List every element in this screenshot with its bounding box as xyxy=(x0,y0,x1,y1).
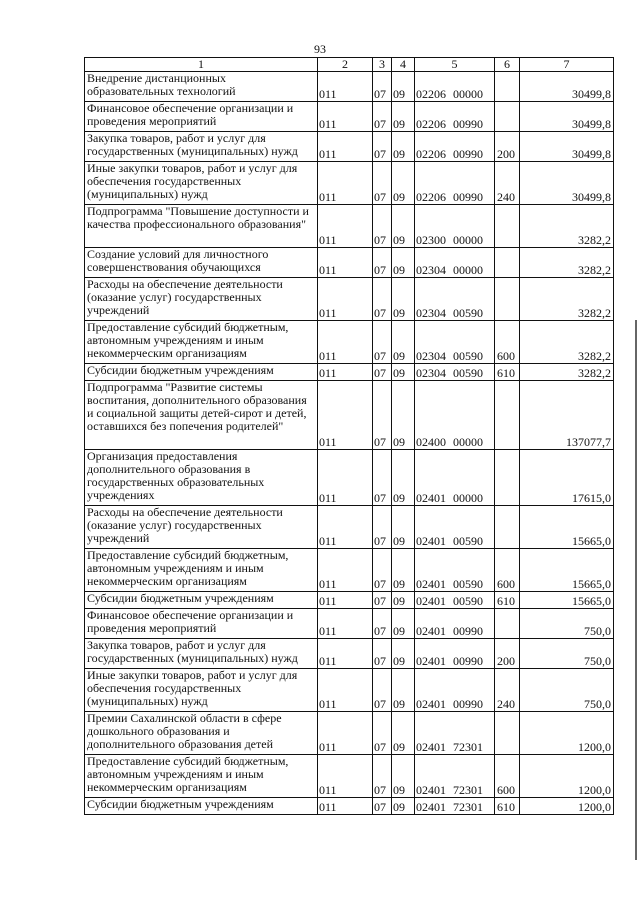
section-code: 07 xyxy=(373,639,392,669)
ministry-code: 011 xyxy=(318,549,373,592)
subsection-code: 09 xyxy=(392,364,415,381)
amount-value: 30499,8 xyxy=(520,132,614,162)
direction-code: 00000 xyxy=(453,233,483,247)
expense-type-code xyxy=(495,248,520,278)
row-name: Подпрограмма "Развитие системы воспитания, дополнительного образования и социальной защиты детей-сирот и детей, оставшихся без попечения родителей" xyxy=(85,381,318,450)
program-code: 02206 xyxy=(416,87,446,101)
subsection-code: 09 xyxy=(392,639,415,669)
subsection-code: 09 xyxy=(392,205,415,248)
table-row xyxy=(85,755,614,798)
page-number: 93 xyxy=(314,42,326,56)
target-article-code xyxy=(415,506,495,549)
subsection-code: 09 xyxy=(392,72,415,102)
program-code: 02401 xyxy=(416,654,446,668)
amount-value: 3282,2 xyxy=(520,364,614,381)
table-row xyxy=(85,506,614,549)
row-name: Расходы на обеспечение деятельности (оказание услуг) государственных учреждений xyxy=(85,278,318,321)
section-code: 07 xyxy=(373,506,392,549)
ministry-code: 011 xyxy=(318,506,373,549)
table-row xyxy=(85,72,614,102)
direction-code: 72301 xyxy=(453,740,483,754)
row-name: Предоставление субсидий бюджетным, автономным учреждениям и иным некоммерческим организациям xyxy=(85,549,318,592)
row-name: Иные закупки товаров, работ и услуг для обеспечения государственных (муниципальных) нужд xyxy=(85,162,318,205)
ministry-code: 011 xyxy=(318,755,373,798)
direction-code: 00990 xyxy=(453,697,483,711)
amount-value: 3282,2 xyxy=(520,321,614,364)
row-name: Субсидии бюджетным учреждениям xyxy=(85,592,318,609)
direction-code: 00990 xyxy=(453,190,483,204)
ministry-code: 011 xyxy=(318,712,373,755)
direction-code: 00590 xyxy=(453,366,483,380)
expense-type-code: 600 xyxy=(495,549,520,592)
expense-type-code: 200 xyxy=(495,132,520,162)
table-row xyxy=(85,609,614,639)
direction-code: 00000 xyxy=(453,87,483,101)
direction-code: 72301 xyxy=(453,783,483,797)
table-row xyxy=(85,381,614,450)
ministry-code: 011 xyxy=(318,248,373,278)
program-code: 02401 xyxy=(416,624,446,638)
program-code: 02401 xyxy=(416,577,446,591)
ministry-code: 011 xyxy=(318,639,373,669)
section-code: 07 xyxy=(373,549,392,592)
ministry-code: 011 xyxy=(318,364,373,381)
program-code: 02401 xyxy=(416,594,446,608)
direction-code: 00590 xyxy=(453,349,483,363)
program-code: 02300 xyxy=(416,233,446,247)
ministry-code: 011 xyxy=(318,321,373,364)
row-name: Закупка товаров, работ и услуг для государственных (муниципальных) нужд xyxy=(85,132,318,162)
subsection-code: 09 xyxy=(392,132,415,162)
row-name: Закупка товаров, работ и услуг для государственных (муниципальных) нужд xyxy=(85,639,318,669)
subsection-code: 09 xyxy=(392,102,415,132)
amount-value: 137077,7 xyxy=(520,381,614,450)
ministry-code: 011 xyxy=(318,162,373,205)
program-code: 02401 xyxy=(416,800,446,814)
expense-type-code xyxy=(495,381,520,450)
target-article-code xyxy=(415,755,495,798)
expense-type-code xyxy=(495,450,520,506)
direction-code: 00000 xyxy=(453,435,483,449)
target-article-code xyxy=(415,798,495,815)
row-name: Подпрограмма "Повышение доступности и качества профессионального образования" xyxy=(85,205,318,248)
section-code: 07 xyxy=(373,205,392,248)
row-name: Субсидии бюджетным учреждениям xyxy=(85,798,318,815)
target-article-code xyxy=(415,72,495,102)
subsection-code: 09 xyxy=(392,755,415,798)
ministry-code: 011 xyxy=(318,102,373,132)
table-row xyxy=(85,205,614,248)
target-article-code xyxy=(415,162,495,205)
subsection-code: 09 xyxy=(392,609,415,639)
ministry-code: 011 xyxy=(318,798,373,815)
direction-code: 00590 xyxy=(453,534,483,548)
program-code: 02400 xyxy=(416,435,446,449)
program-code: 02401 xyxy=(416,491,446,505)
expense-type-code xyxy=(495,506,520,549)
header-row xyxy=(85,58,614,72)
budget-table xyxy=(84,57,614,815)
amount-value: 15665,0 xyxy=(520,506,614,549)
table-row xyxy=(85,450,614,506)
target-article-code xyxy=(415,609,495,639)
program-code: 02304 xyxy=(416,366,446,380)
table-row xyxy=(85,248,614,278)
section-code: 07 xyxy=(373,798,392,815)
target-article-code xyxy=(415,381,495,450)
expense-type-code: 610 xyxy=(495,364,520,381)
amount-value: 1200,0 xyxy=(520,798,614,815)
expense-type-code: 610 xyxy=(495,798,520,815)
table-row xyxy=(85,549,614,592)
amount-value: 30499,8 xyxy=(520,102,614,132)
row-name: Предоставление субсидий бюджетным, автономным учреждениям и иным некоммерческим организациям xyxy=(85,321,318,364)
row-name: Расходы на обеспечение деятельности (оказание услуг) государственных учреждений xyxy=(85,506,318,549)
expense-type-code: 600 xyxy=(495,321,520,364)
section-code: 07 xyxy=(373,278,392,321)
section-code: 07 xyxy=(373,364,392,381)
table-row xyxy=(85,364,614,381)
ministry-code: 011 xyxy=(318,205,373,248)
direction-code: 00590 xyxy=(453,577,483,591)
subsection-code: 09 xyxy=(392,248,415,278)
expense-type-code: 610 xyxy=(495,592,520,609)
ministry-code: 011 xyxy=(318,592,373,609)
direction-code: 00990 xyxy=(453,624,483,638)
table-row xyxy=(85,712,614,755)
section-code: 07 xyxy=(373,132,392,162)
amount-value: 750,0 xyxy=(520,639,614,669)
ministry-code: 011 xyxy=(318,72,373,102)
table-row xyxy=(85,669,614,712)
expense-type-code: 600 xyxy=(495,755,520,798)
row-name: Финансовое обеспечение организации и проведения мероприятий xyxy=(85,609,318,639)
program-code: 02401 xyxy=(416,783,446,797)
table-row xyxy=(85,132,614,162)
direction-code: 00000 xyxy=(453,263,483,277)
amount-value: 1200,0 xyxy=(520,712,614,755)
target-article-code xyxy=(415,102,495,132)
ministry-code: 011 xyxy=(318,381,373,450)
scan-edge-line xyxy=(635,320,637,860)
row-name: Премии Сахалинской области в сфере дошкольного образования и дополнительного образования детей xyxy=(85,712,318,755)
ministry-code: 011 xyxy=(318,450,373,506)
table-row xyxy=(85,321,614,364)
program-code: 02206 xyxy=(416,190,446,204)
row-name: Финансовое обеспечение организации и проведения мероприятий xyxy=(85,102,318,132)
amount-value: 1200,0 xyxy=(520,755,614,798)
expense-type-code xyxy=(495,712,520,755)
table-row xyxy=(85,102,614,132)
amount-value: 17615,0 xyxy=(520,450,614,506)
direction-code: 00990 xyxy=(453,147,483,161)
ministry-code: 011 xyxy=(318,278,373,321)
subsection-code: 09 xyxy=(392,669,415,712)
header-cell-7: 7 xyxy=(520,58,614,72)
section-code: 07 xyxy=(373,102,392,132)
expense-type-code xyxy=(495,205,520,248)
expense-type-code: 240 xyxy=(495,162,520,205)
section-code: 07 xyxy=(373,609,392,639)
expense-type-code xyxy=(495,278,520,321)
section-code: 07 xyxy=(373,712,392,755)
target-article-code xyxy=(415,549,495,592)
row-name: Субсидии бюджетным учреждениям xyxy=(85,364,318,381)
amount-value: 30499,8 xyxy=(520,72,614,102)
ministry-code: 011 xyxy=(318,669,373,712)
subsection-code: 09 xyxy=(392,712,415,755)
section-code: 07 xyxy=(373,72,392,102)
direction-code: 72301 xyxy=(453,800,483,814)
amount-value: 750,0 xyxy=(520,669,614,712)
header-cell-6: 6 xyxy=(495,58,520,72)
row-name: Иные закупки товаров, работ и услуг для обеспечения государственных (муниципальных) нужд xyxy=(85,669,318,712)
header-cell-5: 5 xyxy=(415,58,495,72)
section-code: 07 xyxy=(373,592,392,609)
row-name: Внедрение дистанционных образовательных технологий xyxy=(85,72,318,102)
subsection-code: 09 xyxy=(392,506,415,549)
section-code: 07 xyxy=(373,321,392,364)
subsection-code: 09 xyxy=(392,549,415,592)
direction-code: 00590 xyxy=(453,594,483,608)
subsection-code: 09 xyxy=(392,592,415,609)
direction-code: 00590 xyxy=(453,306,483,320)
amount-value: 15665,0 xyxy=(520,592,614,609)
header-cell-2: 2 xyxy=(318,58,373,72)
expense-type-code: 200 xyxy=(495,639,520,669)
section-code: 07 xyxy=(373,755,392,798)
row-name: Создание условий для личностного совершенствования обучающихся xyxy=(85,248,318,278)
target-article-code xyxy=(415,364,495,381)
header-cell-1: 1 xyxy=(85,58,318,72)
table-row xyxy=(85,639,614,669)
direction-code: 00000 xyxy=(453,491,483,505)
subsection-code: 09 xyxy=(392,321,415,364)
table-row xyxy=(85,162,614,205)
direction-code: 00990 xyxy=(453,117,483,131)
ministry-code: 011 xyxy=(318,609,373,639)
expense-type-code: 240 xyxy=(495,669,520,712)
program-code: 02304 xyxy=(416,349,446,363)
amount-value: 3282,2 xyxy=(520,248,614,278)
program-code: 02401 xyxy=(416,697,446,711)
target-article-code xyxy=(415,205,495,248)
program-code: 02304 xyxy=(416,263,446,277)
target-article-code xyxy=(415,592,495,609)
amount-value: 750,0 xyxy=(520,609,614,639)
program-code: 02401 xyxy=(416,534,446,548)
target-article-code xyxy=(415,321,495,364)
header-cell-3: 3 xyxy=(373,58,392,72)
target-article-code xyxy=(415,639,495,669)
section-code: 07 xyxy=(373,450,392,506)
expense-type-code xyxy=(495,102,520,132)
program-code: 02304 xyxy=(416,306,446,320)
target-article-code xyxy=(415,132,495,162)
header-cell-4: 4 xyxy=(392,58,415,72)
amount-value: 15665,0 xyxy=(520,549,614,592)
subsection-code: 09 xyxy=(392,450,415,506)
ministry-code: 011 xyxy=(318,132,373,162)
subsection-code: 09 xyxy=(392,381,415,450)
program-code: 02401 xyxy=(416,740,446,754)
row-name: Предоставление субсидий бюджетным, автономным учреждениям и иным некоммерческим организациям xyxy=(85,755,318,798)
table-row xyxy=(85,798,614,815)
row-name: Организация предоставления дополнительного образования в государственных образовательных учреждениях xyxy=(85,450,318,506)
amount-value: 3282,2 xyxy=(520,278,614,321)
section-code: 07 xyxy=(373,669,392,712)
program-code: 02206 xyxy=(416,147,446,161)
section-code: 07 xyxy=(373,162,392,205)
expense-type-code xyxy=(495,72,520,102)
table-row xyxy=(85,592,614,609)
subsection-code: 09 xyxy=(392,798,415,815)
section-code: 07 xyxy=(373,248,392,278)
amount-value: 30499,8 xyxy=(520,162,614,205)
expense-type-code xyxy=(495,609,520,639)
section-code: 07 xyxy=(373,381,392,450)
target-article-code xyxy=(415,450,495,506)
target-article-code xyxy=(415,248,495,278)
target-article-code xyxy=(415,669,495,712)
direction-code: 00990 xyxy=(453,654,483,668)
target-article-code xyxy=(415,278,495,321)
amount-value: 3282,2 xyxy=(520,205,614,248)
program-code: 02206 xyxy=(416,117,446,131)
target-article-code xyxy=(415,712,495,755)
table-row xyxy=(85,278,614,321)
subsection-code: 09 xyxy=(392,162,415,205)
subsection-code: 09 xyxy=(392,278,415,321)
